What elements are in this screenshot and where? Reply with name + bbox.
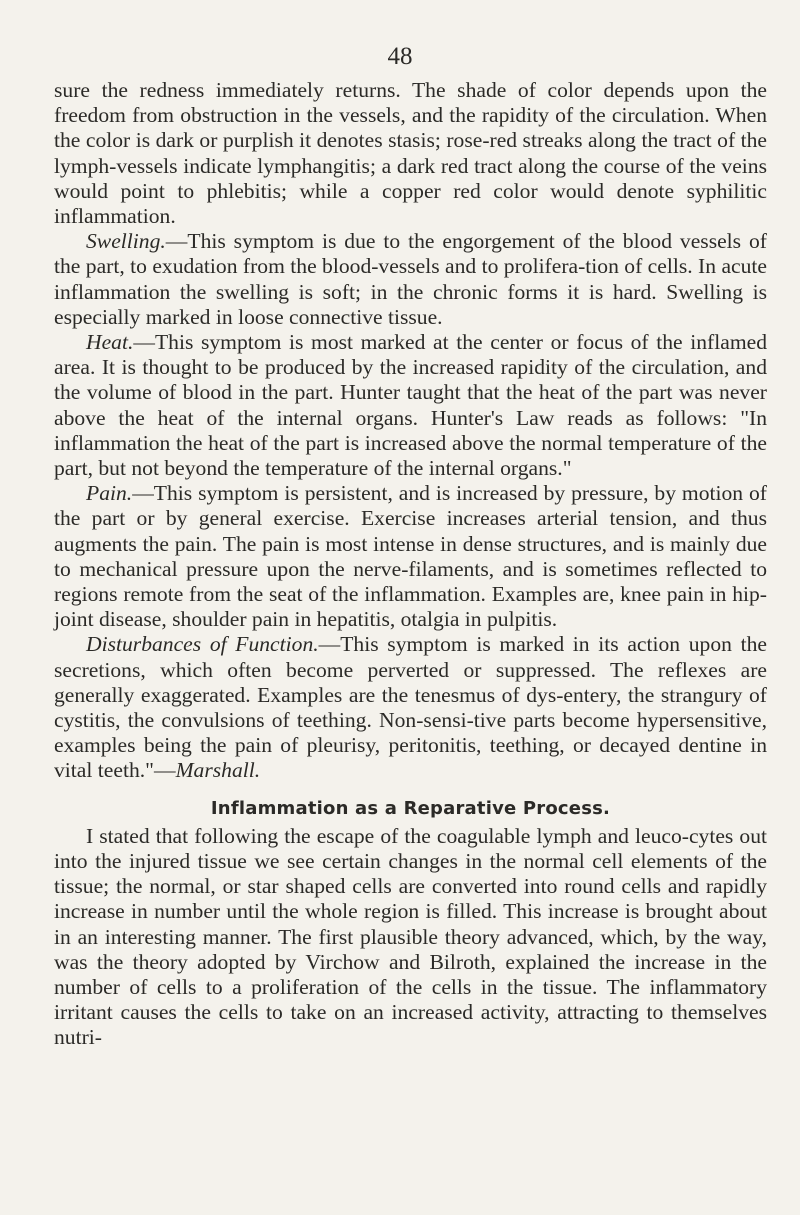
paragraph-text: I stated that following the escape of the coagulable lymph and leuco-cytes out into the injured tissue we see certain changes in the normal cell elements of the tissue; the normal, or star shaped cells are converted into round cells and rapidly increase in number until the whole region is filled. This increase is brought about in an interesting manner. The first plausible theory advanced, which, by the way, was the theory adopted by Virchow and Bilroth, explained the increase in the number of cells to a proliferation of the cells in the tissue. The inflammatory irritant causes the cells to take on an increased activity, attracting to themselves nutri- <box>54 823 767 1050</box>
paragraph-lead: Heat. <box>86 330 134 355</box>
paragraph-lead: Disturbances of Function. <box>86 632 319 657</box>
paragraph-reparative <box>54 824 767 1051</box>
paragraph-text: —This symptom is marked in its action upon the secretions, which often become perverted or suppressed. The reflexes are generally exaggerated. Examples are the tenesmus of dys-entery, the strangury of cystitis, the convulsions of teething. Non-sensi-tive parts become hypersensitive, examples being the pain of pleurisy, peritonitis, teething, or decayed dentine in vital teeth."— <box>54 632 767 783</box>
paragraph-heat <box>54 330 767 481</box>
paragraph-swelling <box>54 229 767 330</box>
paragraph-lead: Swelling. <box>86 229 166 254</box>
paragraph-text: —This symptom is due to the engorgement of the blood vessels of the part, to exudation from the blood-vessels and to prolifera-tion of cells. In acute inflammation the swelling is soft; in the chronic forms it is hard. Swelling is especially marked in loose connective tissue. <box>54 229 767 329</box>
paragraph-text: sure the redness immediately returns. The shade of color depends upon the freedom from obstruction in the vessels, and the rapidity of the circulation. When the color is dark or purplish it denotes stasis; rose-red streaks along the tract of the lymph-vessels indicate lymphangitis; a dark red tract along the course of the veins would point to phlebitis; while a copper red color would denote syphilitic inflammation. <box>54 78 767 229</box>
paragraph-lead: Pain. <box>86 481 133 506</box>
paragraph-redness <box>54 78 767 229</box>
section-heading: Inflammation as a Reparative Process. <box>210 797 611 819</box>
attribution: Marshall. <box>175 758 261 783</box>
body-text <box>54 78 767 1051</box>
paragraph-disturbances <box>54 632 767 783</box>
page-number: 48 <box>387 43 413 70</box>
paragraph-text: —This symptom is persistent, and is increased by pressure, by motion of the part or by general exercise. Exercise increases arterial tension, and thus augments the pain. The pain is most intense in dense structures, and is mainly due to mechanical pressure upon the nerve-filaments, and is sometimes reflected to regions remote from the seat of the inflammation. Examples are, knee pain in hip-joint disease, shoulder pain in hepatitis, otalgia in pulpitis. <box>54 481 767 632</box>
paragraph-text: —This symptom is most marked at the center or focus of the inflamed area. It is thought to be produced by the increased rapidity of the circulation, and the volume of blood in the part. Hunter taught that the heat of the part was never above the heat of the internal organs. Hunter's Law reads as follows: "In inflammation the heat of the part is increased above the normal temperature of the part, but not beyond the temperature of the internal organs." <box>54 330 767 481</box>
paragraph-pain <box>54 481 767 632</box>
